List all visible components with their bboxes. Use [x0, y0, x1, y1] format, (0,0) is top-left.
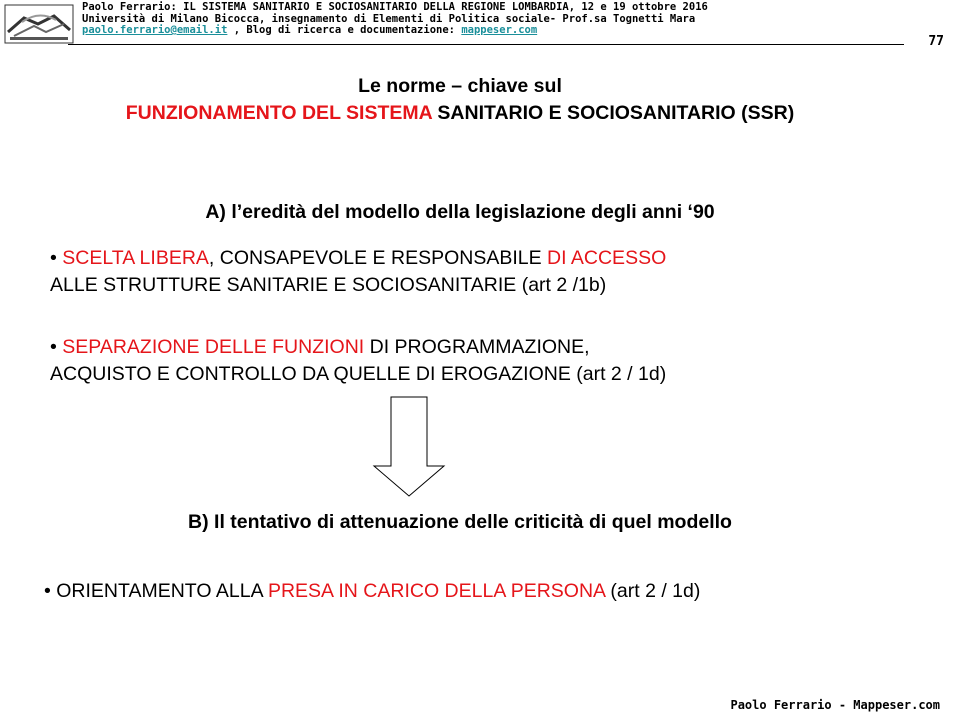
section-b-heading: B) Il tentativo di attenuazione delle criticità di quel modello	[188, 511, 732, 533]
bullet-1-red-2: DI ACCESSO	[547, 247, 667, 269]
bullet-1-red-1: SCELTA LIBERA	[62, 247, 209, 269]
page-number: 77	[928, 34, 944, 49]
bullet-3-pre: ORIENTAMENTO ALLA	[56, 580, 268, 602]
bullet-1-mid: , CONSAPEVOLE E RESPONSABILE	[208, 247, 548, 269]
blog-link[interactable]: mappeser.com	[461, 24, 538, 36]
bullet-2-line-2: ACQUISTO E CONTROLLO DA QUELLE DI EROGAZIONE (art 2 / 1d)	[50, 363, 667, 385]
bullet-presa-in-carico	[44, 578, 700, 605]
handshake-logo-icon	[4, 4, 74, 44]
header-line-3	[82, 25, 902, 37]
title-line-1: Le norme – chiave sul	[358, 75, 562, 97]
bullet-separazione	[50, 334, 666, 388]
bullet-1-line-2: ALLE STRUTTURE SANITARIE E SOCIOSANITARIE (art 2 /1b)	[50, 274, 607, 296]
email-link[interactable]: paolo.ferrario@email.it	[82, 24, 228, 36]
down-arrow-icon	[372, 396, 446, 498]
bullet-3-post: (art 2 / 1d)	[604, 580, 701, 602]
title-line-2	[0, 100, 920, 127]
title-highlight: FUNZIONAMENTO DEL SISTEMA	[125, 102, 432, 124]
header-citation	[82, 2, 902, 37]
header-blog-label: , Blog di ricerca e documentazione:	[227, 24, 462, 36]
header-divider	[68, 44, 904, 45]
title-rest: SANITARIO E SOCIOSANITARIO (SSR)	[432, 102, 795, 124]
bullet-1-line-1	[50, 245, 666, 272]
header-line-1: Paolo Ferrario: IL SISTEMA SANITARIO E SOCIOSANITARIO DELLA REGIONE LOMBARDIA, 12 e 19 ottobre 2016	[82, 1, 708, 13]
bullet-dot: •	[44, 580, 57, 602]
header-line-2: Università di Milano Bicocca, insegnamento di Elementi di Politica sociale- Prof.sa Tognetti Mara	[82, 12, 696, 25]
bullet-2-line-1	[50, 334, 666, 361]
bullet-2-red: SEPARAZIONE DELLE FUNZIONI	[62, 336, 365, 358]
bullet-dot: •	[50, 247, 63, 269]
bullet-scelta-libera	[50, 245, 666, 299]
bullet-dot: •	[50, 336, 63, 358]
section-a-heading: A) l’eredità del modello della legislazione degli anni ‘90	[205, 201, 715, 223]
slide-title	[0, 73, 920, 127]
bullet-3-red: PRESA IN CARICO DELLA PERSONA	[267, 580, 605, 602]
footer-credit: Paolo Ferrario - Mappeser.com	[730, 698, 940, 712]
bullet-2-rest: DI PROGRAMMAZIONE,	[364, 336, 590, 358]
